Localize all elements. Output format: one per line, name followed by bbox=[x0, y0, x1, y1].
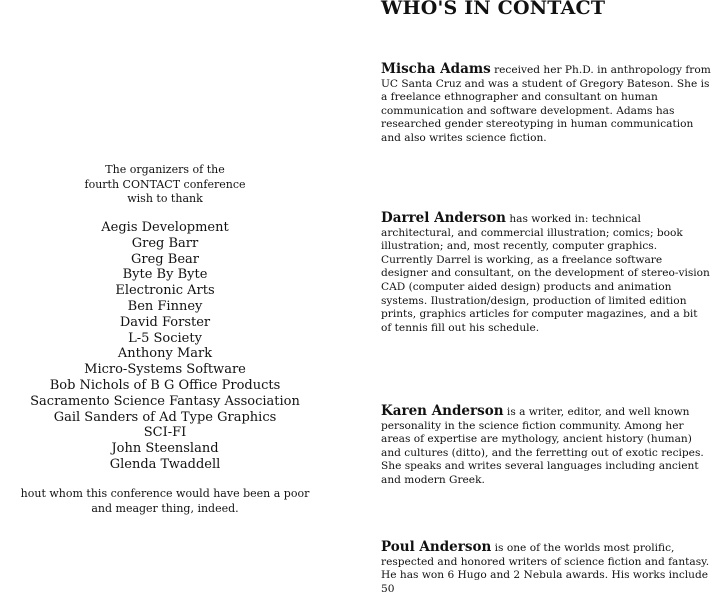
thanks-list-item: David Forster bbox=[119, 314, 211, 330]
bio-name: Darrel Anderson bbox=[381, 210, 506, 226]
thanks-list-item: Anthony Mark bbox=[117, 346, 213, 362]
thanks-list-item: SCI-FI bbox=[143, 425, 187, 441]
page-title: WHO'S IN CONTACT bbox=[381, 0, 606, 19]
bio-text: is one of the worlds most prolific, respected and honored writers of science fiction and fantasy. He has won 6 Hugo and 2 Nebula awards. His works include 50 bbox=[381, 542, 710, 595]
thanks-list-item: Electronic Arts bbox=[115, 283, 215, 299]
bio-text: received her Ph.D. in anthropology from UC Santa Cruz and was a student of Gregory Bateson. She is a freelance ethnographer and consultant on human communication and software development. Adams has researched gender stereotyping in human communication and also writes science fiction. bbox=[381, 64, 711, 144]
thanks-list-item: Micro-Systems Software bbox=[84, 362, 246, 378]
bio-paragraph bbox=[381, 212, 711, 335]
thanks-list-item: L-5 Society bbox=[128, 330, 202, 346]
thanks-list-item: Glenda Twaddell bbox=[109, 456, 221, 472]
thanks-intro-line: The organizers of the bbox=[105, 163, 225, 176]
thanks-list-item: Bob Nichols of B G Office Products bbox=[49, 377, 281, 393]
bio-paragraph bbox=[381, 63, 711, 146]
thanks-list-item: Byte By Byte bbox=[122, 267, 208, 283]
thanks-outro-line: hout whom this conference would have been a poor bbox=[20, 487, 310, 500]
thanks-list-item: Aegis Development bbox=[101, 220, 229, 235]
bio-text: is a writer, editor, and well known personality in the science fiction community. Among her areas of expertise are mythology, ancient history (human) and cultures (ditto), and the ferretting out of exotic recipes. She speaks and writes several languages including ancient and modern Greek. bbox=[381, 406, 704, 486]
thanks-list-item: Greg Barr bbox=[131, 235, 199, 251]
bio-text: has worked in: technical architectural, and commercial illustration; comics; book illustration; and, most recently, computer graphics. Currently Darrel is working, as a freelance software designer and consultant, on the development of stereo-vision CAD (computer aided design) products and animation systems. Ilustration/design, production of limited edition prints, graphics articles for computer magazines, and a bit of tennis fill out his schedule. bbox=[381, 213, 710, 334]
thanks-list-item: John Steensland bbox=[111, 441, 219, 457]
thanks-list-item: Gail Sanders of Ad Type Graphics bbox=[53, 409, 277, 425]
thanks-outro-line: and meager thing, indeed. bbox=[91, 501, 239, 515]
thanks-list bbox=[0, 220, 330, 473]
thanks-list-item: Greg Bear bbox=[131, 251, 199, 267]
thanks-outro bbox=[0, 487, 330, 516]
thanks-list-item: Sacramento Science Fantasy Association bbox=[30, 393, 300, 409]
thanks-intro-line: wish to thank bbox=[127, 192, 203, 205]
bio-name: Mischa Adams bbox=[381, 61, 491, 77]
bio-name: Karen Anderson bbox=[381, 403, 504, 419]
acknowledgements-column bbox=[0, 0, 330, 600]
thanks-intro bbox=[0, 163, 330, 207]
thanks-list-item: Ben Finney bbox=[127, 298, 203, 314]
thanks-intro-line: fourth CONTACT conference bbox=[84, 177, 246, 191]
bio-paragraph bbox=[381, 541, 711, 596]
bio-name: Poul Anderson bbox=[381, 539, 492, 555]
bio-paragraph bbox=[381, 405, 711, 488]
